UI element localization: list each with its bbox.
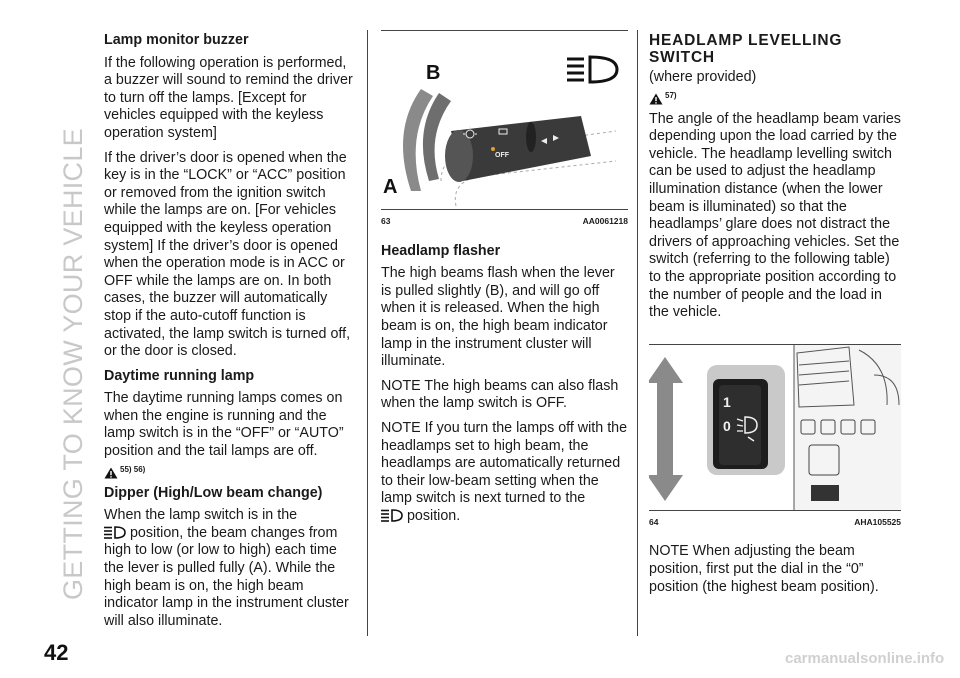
warning-triangle-icon: [649, 93, 663, 105]
figure-levelling-switch: [649, 344, 901, 532]
paragraph-dipper-start: When the lamp switch is in the: [104, 507, 298, 524]
high-beam-icon: [381, 509, 403, 522]
column-divider: [637, 30, 638, 636]
paragraph-lamp-monitor-2: If the driver’s door is opened when the key is in the “LOCK” or “ACC” position or removed from the ignition switch while the lamps are on. [For vehicles equipped with the keyless operation system] If the driver’s door is opened when the operation mode is in ACC or OFF while the lamps are on. In both cases, the buzzer will automatically stop if the auto-cutoff function is activated, the lamp switch is turned off, or the door is closed.: [104, 149, 351, 360]
note-high-beam-reset-end: position.: [406, 507, 461, 524]
heading-lamp-monitor: Lamp monitor buzzer: [104, 32, 249, 48]
dial-label-1: 1: [723, 393, 731, 410]
watermark: carmanualsonline.info: [785, 650, 945, 667]
column-right: [649, 28, 901, 603]
warning-triangle-icon: [104, 467, 118, 479]
column-middle: [381, 28, 628, 533]
figure-number: 64: [649, 516, 659, 527]
heading-dipper: Dipper (High/Low beam change): [104, 484, 323, 501]
note-high-beam-reset-start: NOTE If you turn the lamps off with the headlamps set to high beam, the headlamps are automatically returned to their low-beam setting when the lamp switch is next turned to the: [381, 419, 628, 507]
warning-reference-text: 55) 56): [120, 465, 146, 475]
figure-lamp-stalk: [381, 30, 628, 231]
text-where-provided: (where provided): [649, 69, 757, 85]
warning-reference: [649, 89, 901, 105]
paragraph-headlamp-flasher: The high beams flash when the lever is pulled slightly (B), and will go off when it is released. When the high beam is on, the high beam indicator lamp in the instrument cluster will illuminate.: [381, 265, 615, 370]
high-beam-icon: [104, 526, 126, 539]
figure-number: 63: [381, 216, 391, 226]
page-number: 42: [44, 640, 69, 665]
heading-daytime-running: Daytime running lamp: [104, 367, 255, 384]
column-divider: [367, 30, 368, 636]
heading-headlamp-levelling: HEADLAMP LEVELLING SWITCH: [649, 32, 843, 66]
paragraph-dipper-rest: position, the beam changes from high to low (or low to high) each time the lever is pulled fully (A). While the high beam is on, the high beam indicator lamp in the instrument cluster will also illuminate.: [104, 524, 349, 629]
side-section-title-text: GETTING TO KNOW YOUR VEHICLE: [58, 128, 88, 600]
dial-label-0: 0: [723, 417, 731, 434]
high-beam-icon: [567, 57, 617, 82]
figure-code: AA0061218: [582, 216, 628, 226]
paragraph-daytime-running: The daytime running lamps comes on when the engine is running and the lamp switch is in the “OFF” or “AUTO” position and the tail lamps are off.: [104, 390, 344, 460]
heading-headlamp-flasher: Headlamp flasher: [381, 242, 501, 259]
levelling-switch-illustration: [649, 345, 901, 510]
lamp-stalk: [445, 116, 591, 182]
note-flash-off: NOTE The high beams can also flash when the lamp switch is OFF.: [381, 377, 619, 412]
paragraph-dipper: [104, 507, 356, 630]
note-high-beam-reset: [381, 420, 628, 526]
figure-caption: [381, 210, 628, 231]
levelling-dial-panel: [707, 365, 785, 475]
column-left: [104, 28, 356, 637]
label-b: B: [426, 62, 441, 84]
label-a: A: [383, 176, 398, 198]
note-adjusting-beam: NOTE When adjusting the beam position, first put the dial in the “0” position (the highest beam position).: [649, 543, 879, 595]
figure-code: AHA105525: [854, 516, 901, 527]
warning-reference: [104, 463, 356, 479]
paragraph-lamp-monitor-1: If the following operation is performed, a buzzer will sound to remind the driver to turn off the lamps. [Except for vehicles equipped with the keyless operation system]: [104, 54, 353, 141]
warning-reference-text: 57): [665, 91, 677, 100]
paragraph-headlamp-levelling: The angle of the headlamp beam varies depending upon the load carried by the vehicle. The headlamp levelling switch can be used to adjust the headlamp illumination distance (when the lower beam is illuminated) so that the headlamps’ glare does not distract the drivers of approaching vehicles. Set the switch (referring to the following table) to the appropriate position according to the number of people and the load in the vehicle.: [649, 110, 901, 321]
side-section-title: [58, 40, 88, 600]
up-down-arrow: [649, 357, 683, 501]
lamp-stalk-illustration: [381, 31, 628, 209]
stalk-off-label: OFF: [495, 152, 509, 159]
figure-caption: [649, 511, 901, 532]
